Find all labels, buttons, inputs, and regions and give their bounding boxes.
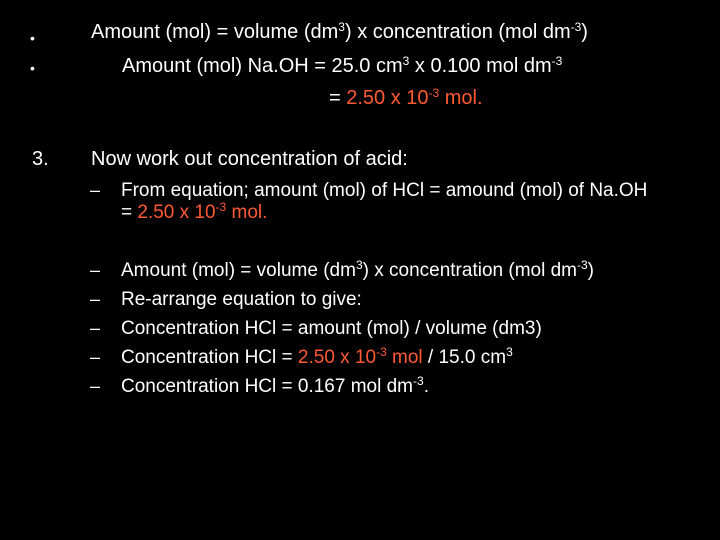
naoh-amount-calculation: Amount (mol) Na.OH = 25.0 $cm^3$ x 0.100 mol $dm^{-3}$ xyxy=(122,54,563,77)
concentration-formula: Concentration HCl = amount (mol) / volume (dm3) xyxy=(121,318,542,339)
dash-1: – xyxy=(90,180,101,200)
dash-3: – xyxy=(90,289,101,309)
concentration-result: Concentration HCl = 0.167 mol $dm^{-3}$. xyxy=(121,374,429,397)
step-heading: Now work out concentration of acid: xyxy=(91,148,408,170)
dash-4: – xyxy=(90,318,101,338)
step-number: 3. xyxy=(32,148,49,170)
dash-2: – xyxy=(90,260,101,280)
bullet-1: • xyxy=(30,30,35,46)
dash-5: – xyxy=(90,347,101,367)
naoh-amount-result: = 2.50 x $10^{-3}$ mol. xyxy=(329,86,483,109)
equation-amount-line: From equation; amount (mol) of HCl = amound (mol) of Na.OH xyxy=(121,180,648,201)
volume-concentration-formula: Amount (mol) = volume $(dm^3)$ x concentration (mol $dm^{-3}$) xyxy=(91,20,588,43)
concentration-substitution: Concentration HCl = 2.50 x $10^{-3}$ mol / 15.0 $cm^3$ xyxy=(121,345,513,368)
bullet-2: • xyxy=(30,60,35,76)
equation-amount-result: = 2.50 x $10^{-3}$ mol. xyxy=(121,200,268,223)
dash-6: – xyxy=(90,376,101,396)
amount-formula: Amount (mol) = volume $(dm^3)$ x concentration (mol $dm^{-3}$) xyxy=(121,258,594,281)
rearrange-text: Re-arrange equation to give: xyxy=(121,289,362,310)
